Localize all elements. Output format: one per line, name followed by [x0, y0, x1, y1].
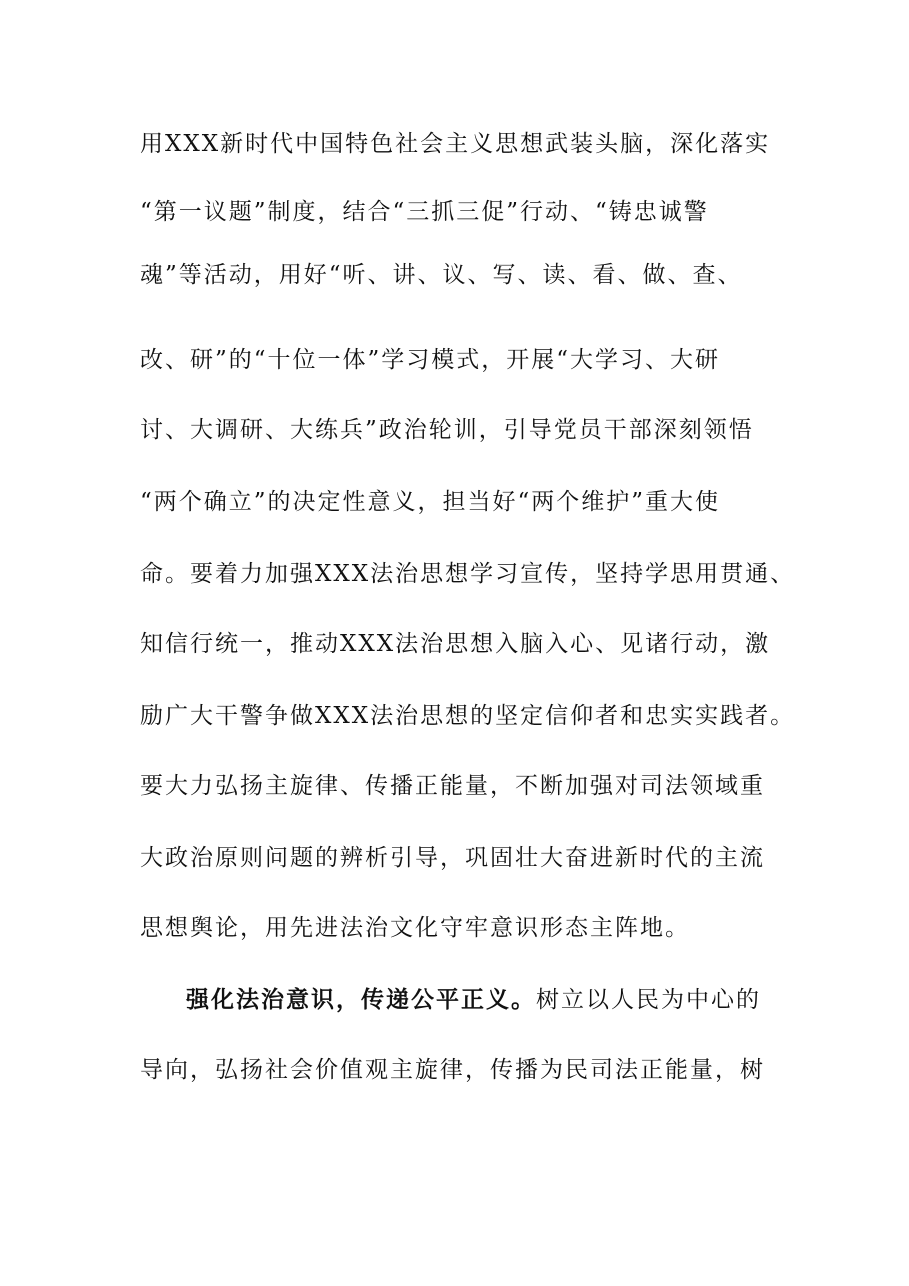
paragraph-1-line-3: 魂”等活动，用好“听、讲、议、写、读、看、做、查、 [140, 262, 743, 288]
paragraph-1-line-5: 讨、大调研、大练兵”政治轮训，引导党员干部深刻领悟 [140, 417, 754, 443]
paragraph-1-line-10: 要大力弘扬主旋律、传播正能量，不断加强对司法领域重 [140, 773, 765, 799]
paragraph-1-line-9: 励广大干警争做XXX法治思想的坚定信仰者和忠实实践者。 [140, 703, 796, 729]
paragraph-2-line-1 [186, 980, 780, 1020]
paragraph-1-line-6: “两个确立”的决定性意义，担当好“两个维护”重大使 [140, 489, 721, 515]
paragraph-1-line-7: 命。要着力加强XXX法治思想学习宣传，坚持学思用贯通、 [140, 561, 796, 587]
paragraph-1-line-4: 改、研”的“十位一体”学习模式，开展“大学习、大研 [140, 347, 721, 373]
paragraph-1-line-2: “第一议题”制度，结合“三抓三促”行动、“铸忠诚警 [140, 199, 709, 225]
paragraph-2-line-1-text: 树立以人民为中心的 [536, 987, 761, 1013]
paragraph-1-line-12: 思想舆论，用先进法治文化守牢意识形态主阵地。 [140, 915, 690, 941]
paragraph-2-line-2: 导向，弘扬社会价值观主旋律，传播为民司法正能量，树 [140, 1057, 765, 1083]
paragraph-1-line-8: 知信行统一，推动XXX法治思想入脑入心、见诸行动，激 [140, 631, 771, 657]
paragraph-1-line-1: 用XXX新时代中国特色社会主义思想武装头脑，深化落实 [140, 131, 771, 157]
paragraph-1-line-11: 大政治原则问题的辨析引导，巩固壮大奋进新时代的主流 [140, 845, 765, 871]
paragraph-2-heading: 强化法治意识，传递公平正义。 [186, 986, 536, 1013]
